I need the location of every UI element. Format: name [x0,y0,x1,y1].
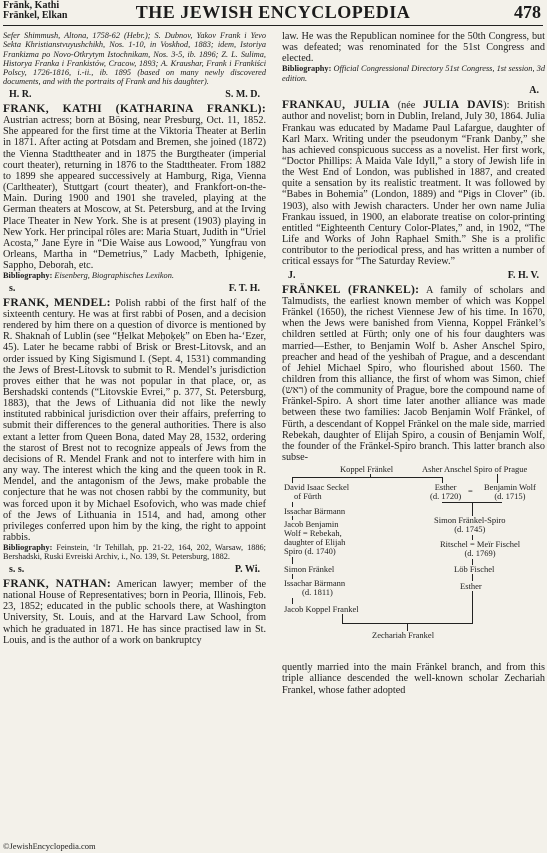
signature-left: H. R. [9,88,32,100]
tree-issachar-2-name: Issachar Bärmann [284,578,346,589]
article-heading: FRANK, NATHAN: [3,576,112,590]
encyclopedia-title: THE JEWISH ENCYCLOPEDIA [135,2,411,22]
kathi-bibliography [3,271,266,280]
page-number: 478 [514,2,541,22]
mendel-bibliography [3,543,266,562]
tree-benjamin-name: Benjamin Wolf [484,482,536,493]
bibliography-text: Feinstein, ‘Ir Tehillah, pp. 21-22, 164, 202, Warsaw, 1886; Bershadski, Ruski Evreiski Archiv, i., No. 139, St. Petersburg, 1882. [3,543,266,562]
article-body: Polish rabbi of the first half of the sixteenth century. He was at first rabbi of Posen, and a decision rendered by him there on a question of divorce is mentioned by R. Shaknah of Lublin (see “Ḥelkat Meḥoḳeḳ” on Eben ha-‘Ezer, 45). Later he became rabbi of Brisk or Brest-Litovsk, and an order issued by King Sigismund I. (Sept. 4, 1531) commanding the Jews of Brest-Litovsk to submit to R. Mendel’s jurisdiction proves either that he was not popular in that place, or, as Bershadski contends (“Litovskie Evrei,” p. 377, St. Petersburg, 1883), that the Jews of Lithuania did not like the newly instituted rabbinical jurisdiction over their affairs, preferring to submit their differences to the general authorities. There is also extant a letter from Queen Bona, dated May 28, 1532, ordering the starost of Brest not to recognize appeals of Jews from the decisions of R. Mendel Frank and not to interfere with him in any way. The interest which the king and the queen took in R. Mendel, and the antagonism of the Jews, make probable the conjecture that he was not chosen rabbi by the community, but was forced upon it by Michael Esofovich, who was made chief of the Jews of Lithuania in 1514, and had, among other privileges conferred upon him by the king, the right to appoint rabbis. [3,297,266,544]
left-column [3,31,266,646]
tree-jacob-line-2: Wolf = Rebekah, [284,528,342,539]
bibliography-label: Bibliography: [282,64,332,74]
tree-benjamin-dates: (d. 1715) [494,491,526,502]
article-frank-nathan [3,578,266,646]
tree-loeb: Löb Fischel [454,564,495,575]
article-body: Austrian actress; born at Bösing, near Presburg, Oct. 11, 1852. She appeared for the first time at the Viktoria Theater at Berlin in 1871. After acting at Potsdam and Bremen, she joined (1872) the Vienna Stadttheater and in 1875 the Burgtheater (imperial court theater), returning in 1876 to the Stadttheater. From 1882 to 1899 she appeared successively at Hamburg, Riga, Vienna (Carltheater), Stuttgart (court theater), and Frankfort-on-the-Main. During 1900 and 1901 she traveled, playing at the German theaters at Moscow, at St. Petersburg, and at the Irving Place Theater in New York. She is at present (1903) playing in New York. Her principal rôles are: Maria Stuart, Judith in “Uriel Acosta,” Jane Eyre in “Die Waise aus Lowood,” Yungfrau von Orleans, Martha in “Demetrius,” Lady Macbeth, Iphigenie, Sappho, Deborah, etc. [3,115,266,272]
frank-jacob-bibliography: Sefer Shimmush, Altona, 1758-62 (Hebr.); S. Dubnov, Yakov Frank i Yevo Sekta Khristianstvuyushchikh, Nos. 1-10, in Voskhod, 1883; idem, Istoriya Frankizma po Novo-Otkrytym Istochnikam, Nos. 3-5, ib. 1896; Z. L. Sulima, Historya Franka i Frankistów, Cracow, 1893; A. Kraushar, Frank i Frankiści Polscy, 1726-1816, i.-ii., ib. 1895 (based on many newly discovered documents, and with the portraits of Frank and his daughter). [3,31,266,87]
bibliography-label: Bibliography: [3,271,53,281]
nee-label: (née [389,100,424,112]
tree-simon-fs [434,516,506,534]
tree-simon-fs-dates: (d. 1745) [454,524,486,535]
signature-right: F. H. V. [507,269,539,281]
running-head-last: Fränkel, Elkan [3,10,68,21]
tree-line [292,557,293,564]
signature-right: P. Wi. [234,563,260,575]
header-rule [3,25,543,26]
tree-esther-2: Esther [460,581,482,592]
tree-jacob-line-3: daughter of Elijah [284,537,346,548]
article-heading: FRANK, MENDEL: [3,295,111,309]
bibliography-text: Official Congressional Directory 51st Congress, 1st session, 3d edition. [282,64,545,83]
signature-left: s. [9,282,16,294]
tree-issachar-2 [284,579,345,597]
tree-asher: Asher Anschel Spiro of Prague [422,464,528,475]
family-tree [282,465,545,660]
tree-esther-dates: (d. 1720) [430,491,462,502]
signature-line [3,89,266,100]
signature-line [3,564,266,575]
tree-david-name: David Isaac Seckel [284,482,350,493]
article-heading: FRÄNKEL (FRANKEL): [282,282,420,296]
signature-left: s. s. [9,563,25,575]
right-column [282,31,545,696]
article-heading: FRANK, KATHI (KATHARINA FRANKL): [3,101,266,115]
running-head-first: Fränk, Kathi [3,0,60,11]
tree-equals: = [468,486,473,497]
article-body: A family of scholars and Talmudists, the earliest known member of which was Koppel Fränkel (1650), the richest Viennese Jew of his time. In 1670, when the Jews were banished from Vienna, Koppel Fränkel’s children settled at Fürth; only one of his four daughters was married—Esther, to Benjamin Wolf b. Asher Anschel Spiro, preacher and head of the yeshibah of Prague, and a descendant of Jehiel Michael Spiro, who flourished about 1560. The children from this alliance, the first of whom was Simon, chief (ראש) of the community of Prague, bore the compound name of Fränkel-Spiro. A short time later another alliance was made between these two families: Jacob Benjamin Wolf Fränkel, of Fürth, a descendant of Koppel Fränkel on the male side, married Rebekah, daughter of Elijah Spiro, a cousin of Benjamin Wolf, the founder of the Fränkel-Spiro branch. This latter branch also subse- [282,284,546,464]
nathan-bibliography [282,64,545,83]
tree-jacob [284,520,345,556]
tree-issachar: Issachar Bärmann [284,506,346,517]
bibliography-label: Bibliography: [3,543,53,553]
article-body: British author and novelist; born in Dublin, Ireland, July 30, 1864. Julia Frankau was educated by Madame Paul Lafargue, daughter of Karl Marx. Writing under the pseudonym “Frank Danby,” she has achieved conspicuous success as a novelist. Her first work, “Doctor Phillips: A Maida Vale Idyll,” a story of Jewish life in the West End of London, was published in 1887, and created quite a sensation by its realistic treatment. It was followed by “Babes in Bohemia” (London, 1889) and “Pigs in Clover” (ib. 1903), also with Jewish characters. Under her own name Julia Frankau issued, in 1900, an elaborate treatise on color-printing entitled “Eighteenth Century Color-Plates,” and, in 1902, “The Life and Works of John Raphael Smith.” She is a prolific contributor to the periodical press, and has written a number of critical essays for “The Saturday Review.” [282,100,545,268]
tree-esther-name: Esther [434,482,457,493]
heading-close: ): [503,100,510,112]
signature-left: J. [288,269,296,281]
article-fraenkel-family [282,284,545,464]
fraenkel-continuation: quently married into the main Fränkel branch, and from this triple alliance descended the well-known scholar Zechariah Frankel, whose father adopted [282,662,545,696]
tree-jacob-koppel: Jacob Koppel Frankel [284,604,359,615]
article-body: American lawyer; member of the national House of Representatives; born in Peoria, Illinois, Feb. 23, 1852; educated in the public schools there, at Washington University, St. Louis, and at the Harvard Law School, from which he graduated in 1871. He has since practised law in St. Louis, and is the author of a work on bankruptcy [3,578,266,646]
maiden-name: JULIA DAVIS [423,98,504,112]
article-frank-mendel [3,297,266,543]
signature-line [282,270,545,281]
tree-simon-f: Simon Fränkel [284,564,335,575]
signature-right: S. M. D. [225,88,260,100]
tree-benjamin [484,483,536,501]
tree-zechariah: Zechariah Frankel [372,630,435,641]
article-frank-kathi [3,103,266,271]
tree-jacob-line-1: Jacob Benjamin [284,519,339,530]
signature-right: F. T. H. [228,282,260,294]
tree-line [472,574,473,581]
tree-line [472,502,473,516]
article-frankau-julia [282,99,545,267]
tree-david-place: of Fürth [294,491,322,502]
tree-ritschel-dates: (d. 1769) [464,548,496,559]
nathan-continuation: law. He was the Republican nominee for the 50th Congress, but was defeated; was renominated for the 51st Congress and elected. [282,31,545,65]
tree-line [292,477,442,478]
page-header [3,0,543,28]
site-credit: ©JewishEncyclopedia.com [3,841,96,851]
bibliography-text: Eisenberg, Biographisches Lexikon. [52,271,174,281]
article-heading: FRANKAU, JULIA [282,98,390,112]
signature-line [282,85,545,96]
tree-line [370,474,371,478]
signature-right: A. [529,85,539,97]
tree-issachar-2-dates: (d. 1811) [302,587,333,598]
tree-simon-fs-name: Simon Fränkel-Spiro [434,515,506,526]
tree-david [284,483,349,501]
tree-line [472,591,473,623]
tree-ritschel [440,540,520,558]
tree-esther [430,483,461,501]
tree-ritschel-name: Ritschel = Meïr Fischel [440,539,521,550]
signature-line [3,283,266,294]
tree-koppel: Koppel Fränkel [340,464,394,475]
tree-jacob-line-4: Spiro (d. 1740) [284,546,336,557]
tree-line [342,614,343,623]
